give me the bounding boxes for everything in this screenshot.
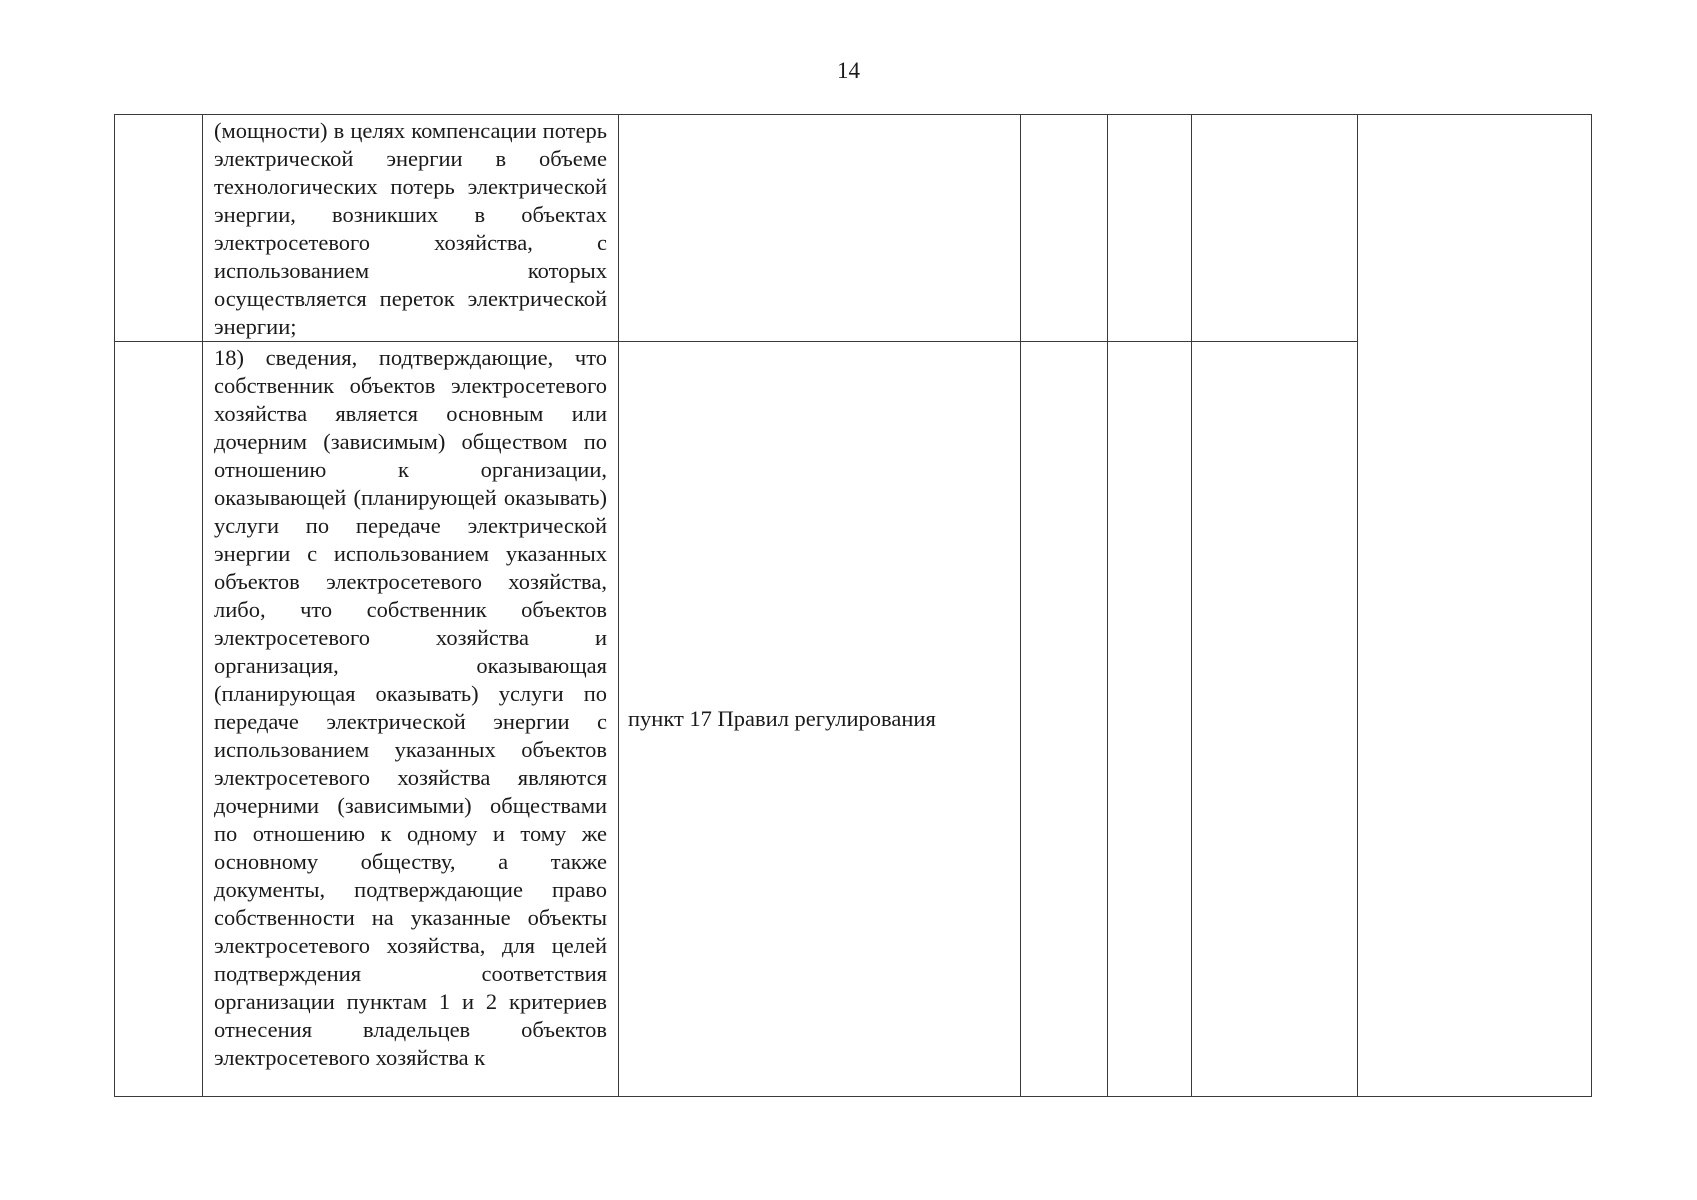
document-table bbox=[114, 114, 1592, 1097]
table-cell-empty bbox=[1108, 115, 1192, 342]
table-cell-empty bbox=[1021, 115, 1108, 342]
table-cell-reference bbox=[619, 115, 1021, 342]
requirement-text: (мощности) в целях компенсации потерь электрической энергии в объеме технологических потерь электрической энергии, возникших в объектах электросетевого хозяйства, с использованием которых осуществляется переток электрической энергии; bbox=[214, 118, 607, 339]
table-cell-requirement bbox=[203, 342, 619, 1097]
table-cell-empty bbox=[1192, 342, 1358, 1097]
table-cell-empty bbox=[1108, 342, 1192, 1097]
table-cell-empty bbox=[1192, 115, 1358, 342]
table-cell-number bbox=[115, 342, 203, 1097]
table-cell-number bbox=[115, 115, 203, 342]
requirement-text: 18) сведения, подтверждающие, что собственник объектов электросетевого хозяйства является основным или дочерним (зависимым) обществом по отношению к организации, оказывающей (планирующей оказывать) услуги по передаче электрической энергии с использованием указанных объектов электросетевого хозяйства, либо, что собственник объектов электросетевого хозяйства и организация, оказывающая (планирующая оказывать) услуги по передаче электрической энергии с использованием указанных объектов электросетевого хозяйства являются дочерними (зависимыми) обществами по отношению к одному и тому же основному обществу, а также документы, подтверждающие право собственности на указанные объекты электросетевого хозяйства, для целей подтверждения соответствия организации пунктам 1 и 2 критериев отнесения владельцев объектов электросетевого хозяйства к bbox=[214, 345, 607, 1070]
table-row bbox=[115, 115, 1592, 342]
reference-text: пункт 17 Правил регулирования bbox=[628, 706, 936, 731]
table-cell-empty bbox=[1021, 342, 1108, 1097]
page-number: 14 bbox=[837, 58, 860, 83]
table-cell-merged bbox=[1358, 115, 1592, 1097]
table-cell-reference bbox=[619, 342, 1021, 1097]
table-cell-requirement bbox=[203, 115, 619, 342]
